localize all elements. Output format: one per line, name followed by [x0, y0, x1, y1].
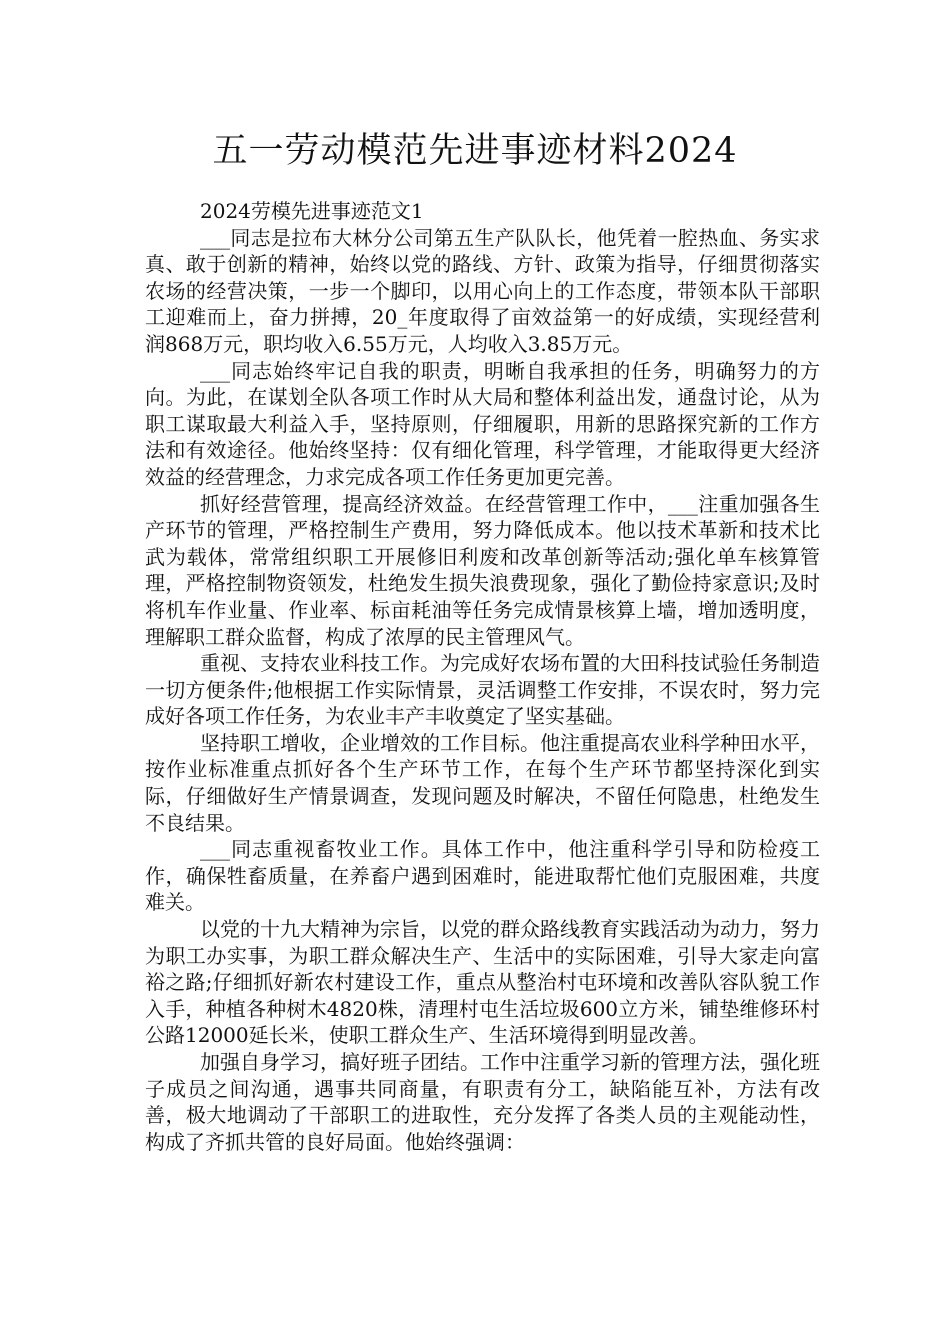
- paragraph: 以党的十九大精神为宗旨，以党的群众路线教育实践活动为动力，努力为职工办实事，为职工群众解决生产、生活中的实际困难，引导大家走向富裕之路;仔细抓好新农村建设工作，重点从整治村屯环境和改善队容队貌工作入手，种植各种树木4820株，清理村屯生活垃圾600立方米，铺垫维修环村公路12000延长米，使职工群众生产、生活环境得到明显改善。: [145, 917, 820, 1048]
- document-title: 五一劳动模范先进事迹材料2024: [212, 131, 738, 171]
- paragraph: ___同志是拉布大林分公司第五生产队队长，他凭着一腔热血、务实求真、敢于创新的精神，始终以党的路线、方针、政策为指导，仔细贯彻落实农场的经营决策，一步一个脚印，以用心向上的工作态度，带领本队干部职工迎难而上，奋力拼搏，20_年度取得了亩效益第一的好成绩，实现经营利润868万元，职均收入6.55万元，人均收入3.85万元。: [145, 225, 820, 356]
- paragraph: ___同志重视畜牧业工作。具体工作中，他注重科学引导和防检疫工作，确保牲畜质量，在养畜户遇到困难时，能进取帮忙他们克服困难，共度难关。: [145, 837, 820, 915]
- document-body: [145, 198, 820, 1155]
- paragraph: 加强自身学习，搞好班子团结。工作中注重学习新的管理方法，强化班子成员之间沟通，遇事共同商量，有职责有分工，缺陷能互补，方法有改善，极大地调动了干部职工的进取性，充分发挥了各类人员的主观能动性，构成了齐抓共管的良好局面。他始终强调：: [145, 1050, 820, 1154]
- paragraph: 重视、支持农业科技工作。为完成好农场布置的大田科技试验任务制造一切方便条件;他根据工作实际情景，灵活调整工作安排，不误农时，努力完成好各项工作任务，为农业丰产丰收奠定了坚实基础。: [145, 651, 820, 729]
- document-subheading: 2024劳模先进事迹范文1: [200, 199, 424, 223]
- paragraph: 抓好经营管理，提高经济效益。在经营管理工作中，___注重加强各生产环节的管理，严格控制生产费用，努力降低成本。他以技术革新和技术比武为载体，常常组织职工开展修旧利废和改革创新等活动;强化单车核算管理，严格控制物资领发，杜绝发生损失浪费现象，强化了勤俭持家意识;及时将机车作业量、作业率、标亩耗油等任务完成情景核算上墙，增加透明度，理解职工群众监督，构成了浓厚的民主管理风气。: [145, 491, 820, 649]
- paragraph: ___同志始终牢记自我的职责，明晰自我承担的任务，明确努力的方向。为此，在谋划全队各项工作时从大局和整体利益出发，通盘讨论，从为职工谋取最大利益入手，坚持原则，仔细履职，用新的思路探究新的工作方法和有效途径。他始终坚持：仅有细化管理，科学管理，才能取得更大经济效益的经营理念，力求完成各项工作任务更加更完善。: [145, 358, 820, 489]
- paragraph: 坚持职工增收，企业增效的工作目标。他注重提高农业科学种田水平，按作业标准重点抓好各个生产环节工作，在每个生产环节都坚持深化到实际，仔细做好生产情景调查，发现问题及时解决，不留任何隐患，杜绝发生不良结果。: [145, 730, 820, 835]
